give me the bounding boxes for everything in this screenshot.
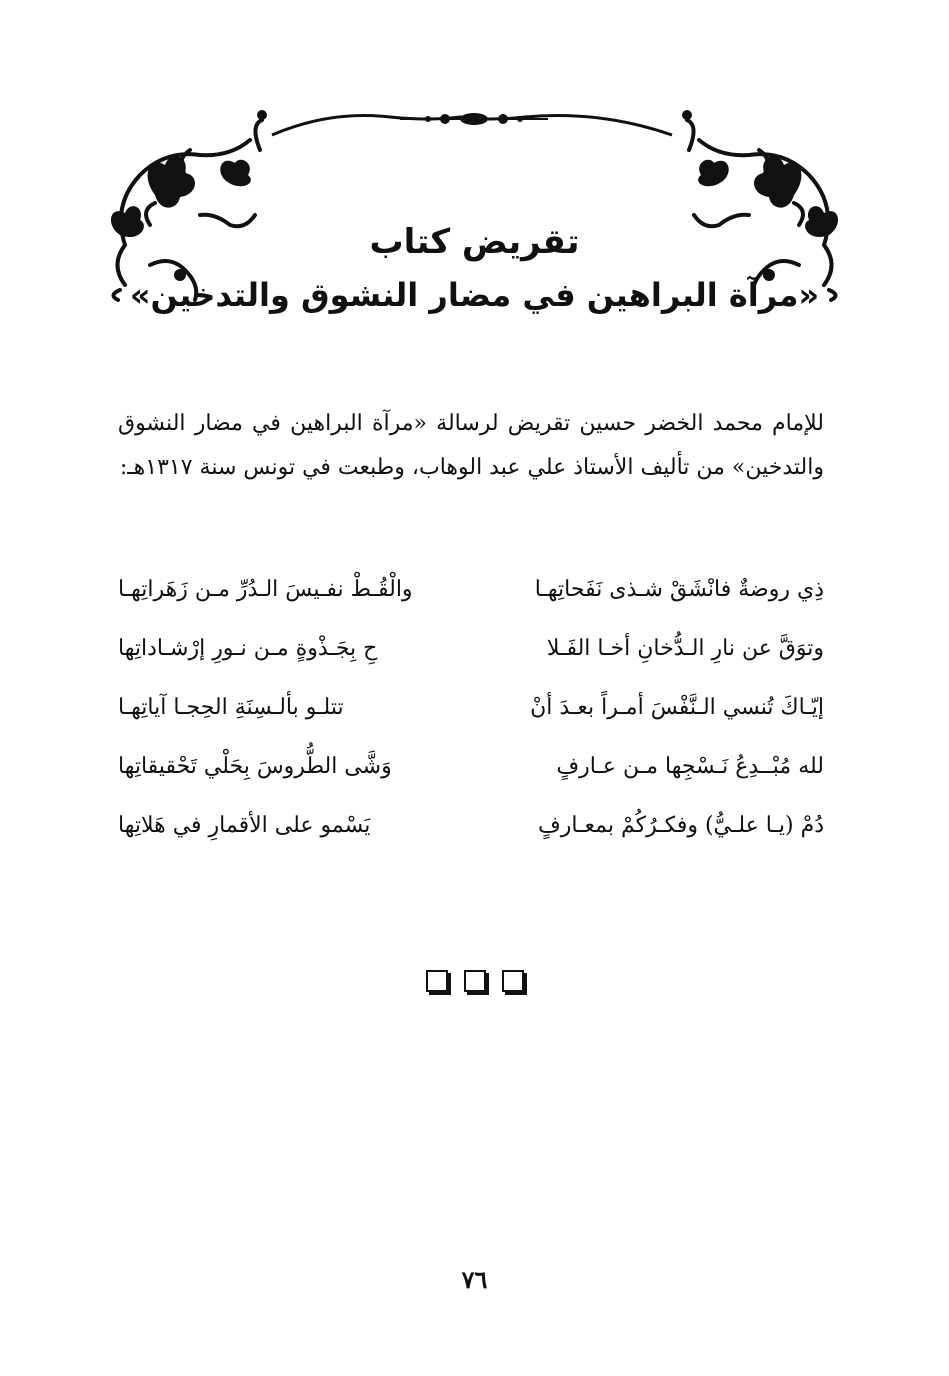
verse-second-hemistich: وَشَّى الطُّروسَ بِحَلْي تَحْقيقاتِها	[118, 754, 392, 779]
page-number: ٧٦	[461, 1265, 488, 1294]
verse-first-hemistich: دُمْ (يـا علـيُّ) وفكـرُكُمْ بمعـارفٍ	[537, 813, 824, 838]
poem-verse	[118, 737, 824, 796]
center-knot-ornament	[400, 113, 548, 125]
verse-second-hemistich: تتلـو بألـسِنَةِ الحِجـا آياتِهـا	[118, 695, 344, 720]
separator-square-icon	[464, 970, 486, 992]
header-ornament	[0, 95, 949, 305]
verse-second-hemistich: والْقُـطْ نفـيسَ الـدُرِّ مـن زَهَراتِهـا	[118, 577, 413, 602]
poem-verse	[118, 560, 824, 619]
title-line-1: تقريض كتاب	[369, 222, 580, 262]
verse-second-hemistich: حِ بِجَـذْوةٍ مـن نـورِ إرْشـاداتِها	[118, 636, 378, 661]
separator-square-icon	[426, 970, 448, 992]
verse-second-hemistich: يَسْمو على الأقمارِ في هَلاتِها	[118, 813, 371, 838]
poem	[118, 560, 824, 855]
separator-square-icon	[502, 970, 524, 992]
poem-verse	[118, 796, 824, 855]
poem-verse	[118, 619, 824, 678]
verse-first-hemistich: ذِي روضةٌ فانْشَقْ شـذى نَفَحاتِهـا	[534, 577, 824, 602]
verse-first-hemistich: لله مُبْــدِعُ نَـسْجِها مـن عـارفٍ	[556, 754, 824, 779]
section-separator	[0, 970, 949, 992]
verse-first-hemistich: وتوَقَّ عن نارِ الـدُّخانِ أخـا الفَـلا	[546, 636, 824, 661]
poem-verse	[118, 678, 824, 737]
title-line-2: «مرآة البراهين في مضار النشوق والتدخين»	[129, 276, 820, 314]
verse-first-hemistich: إيّـاكَ تُنسي الـنَّفْسَ أمـراً بعـدَ أنْ	[530, 695, 824, 720]
intro-paragraph: للإمام محمد الخضر حسين تقريض لرسالة «مرآة البراهين في مضار النشوق والتدخين» من تأليف الأستاذ علي عبد الوهاب، وطبعت في تونس سنة ١٣١٧هـ:	[118, 411, 824, 480]
